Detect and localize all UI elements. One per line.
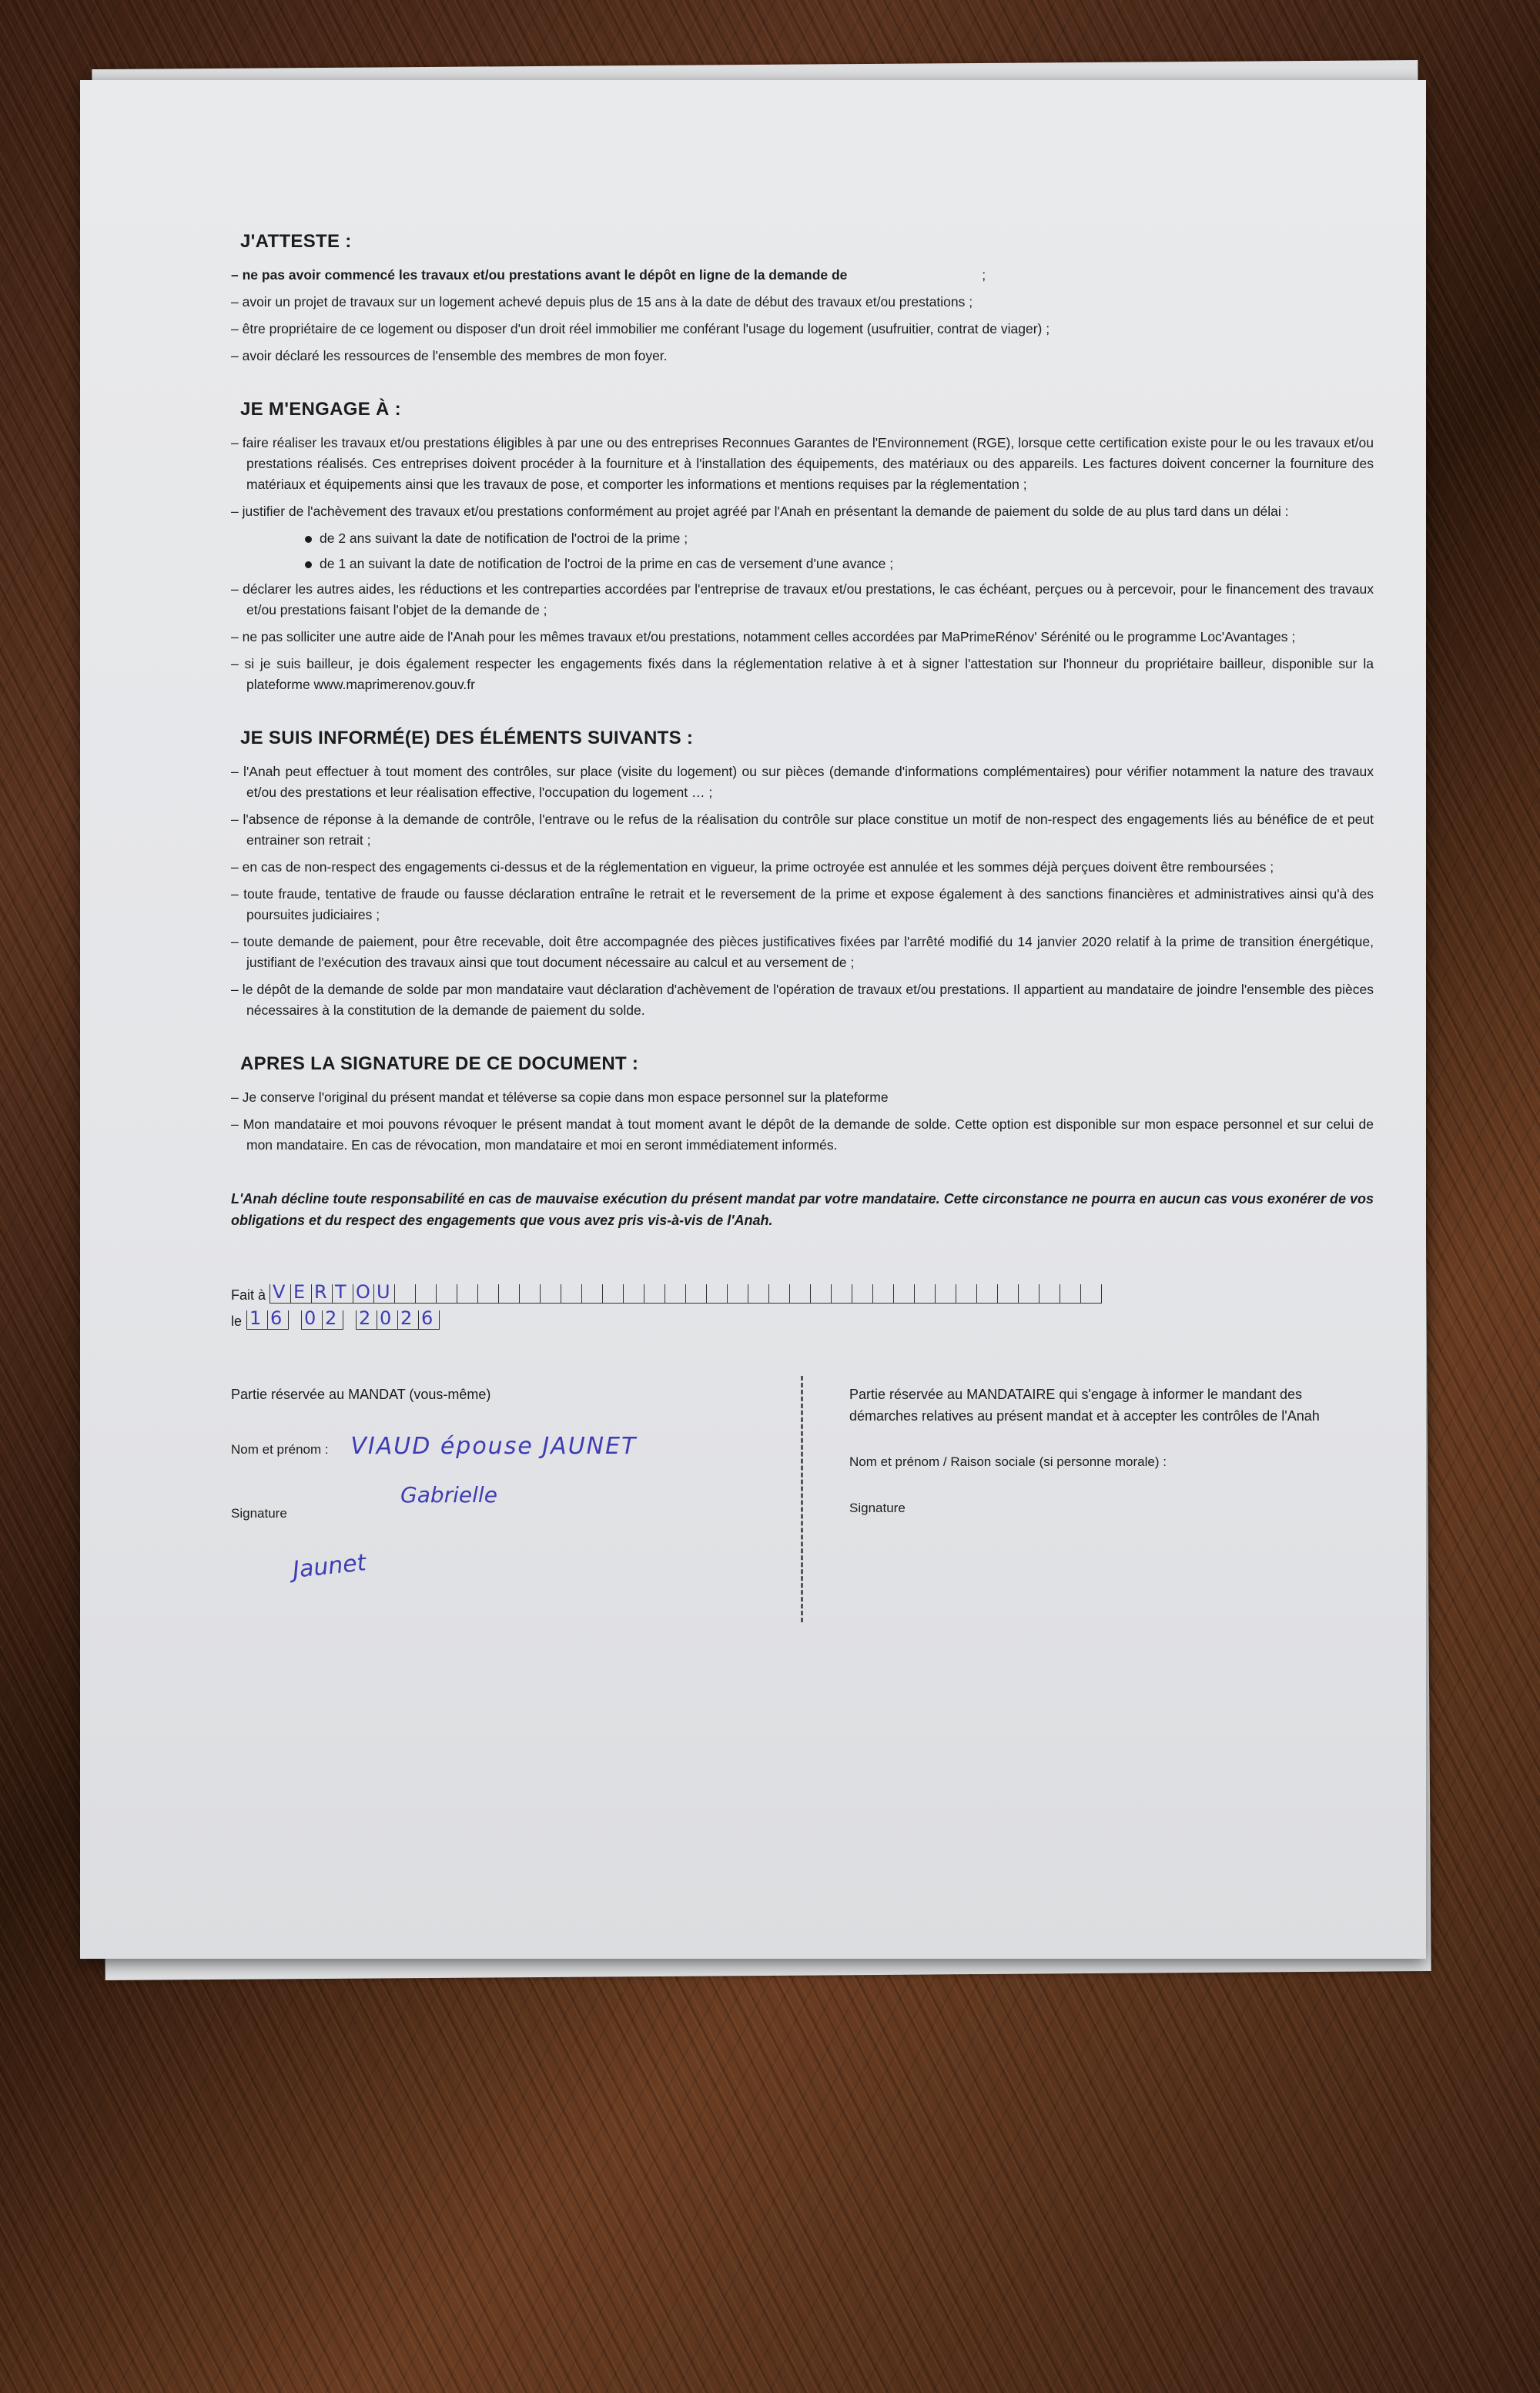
mandataire-panel [803, 1384, 1342, 1622]
char-box[interactable] [1039, 1284, 1060, 1303]
char-box[interactable] [301, 1307, 322, 1329]
apres-item-2: – Mon mandataire et moi pouvons révoquer le présent mandat à tout moment avant le dépôt de la demande de solde. Cette option est disponible sur mon espace personnel et sur celui de mon mandataire. En cas de révocation, mon mandataire et moi en seront immédiatement informés. [231, 1116, 1374, 1153]
section-title-apres: APRES LA SIGNATURE DE CE DOCUMENT : [240, 1053, 639, 1074]
char-box[interactable] [1080, 1284, 1102, 1303]
handwritten-char: 2 [400, 1307, 413, 1329]
char-box[interactable] [561, 1284, 581, 1303]
date-month-boxes[interactable] [301, 1307, 343, 1330]
handwritten-char: O [356, 1281, 370, 1303]
char-box[interactable] [1060, 1284, 1080, 1303]
bullet-icon [305, 536, 312, 543]
handwritten-char: 2 [325, 1307, 337, 1329]
handwritten-char: R [314, 1281, 327, 1303]
char-box[interactable] [623, 1284, 644, 1303]
handwritten-char: U [377, 1281, 390, 1303]
place-input-boxes[interactable] [270, 1281, 1102, 1304]
handwritten-char: 6 [421, 1307, 434, 1329]
char-box[interactable] [519, 1284, 540, 1303]
section-apres [231, 1053, 1374, 1156]
char-box[interactable] [394, 1284, 415, 1303]
char-box[interactable] [581, 1284, 602, 1303]
signature-panels [231, 1384, 1374, 1622]
char-box[interactable] [246, 1307, 267, 1329]
char-box[interactable] [685, 1284, 706, 1303]
section-informe [231, 728, 1374, 1021]
section-atteste [231, 231, 1374, 366]
handwritten-char: 0 [380, 1307, 392, 1329]
char-box[interactable] [477, 1284, 498, 1303]
informe-item-4: – toute fraude, tentative de fraude ou fausse déclaration entraîne le retrait et le reversement de la prime et expose également à des sanctions financières et administratives ainsi qu'à des poursuites judiciaires ; [231, 886, 1374, 922]
char-box[interactable] [872, 1284, 893, 1303]
engage-sub-2: de 1 an suivant la date de notification de l'octroi de la prime en cas de versement d'une avance ; [305, 554, 1374, 574]
atteste-item-1: – ne pas avoir commencé les travaux et/ou prestations avant le dépôt en ligne de la demande de ; [231, 267, 986, 283]
char-box[interactable] [418, 1307, 440, 1329]
handwritten-char: 6 [270, 1307, 283, 1329]
handwritten-char: 0 [304, 1307, 316, 1329]
char-box[interactable] [290, 1281, 311, 1303]
atteste-item-3: – être propriétaire de ce logement ou disposer d'un droit réel immobilier me conférant l'usage du logement (usufruitier, contrat de viager) ; [231, 321, 1050, 336]
char-box[interactable] [311, 1281, 332, 1303]
char-box[interactable] [956, 1284, 976, 1303]
char-box[interactable] [436, 1284, 457, 1303]
char-box[interactable] [935, 1284, 956, 1303]
char-box[interactable] [852, 1284, 872, 1303]
engage-item-5: – si je suis bailleur, je dois également respecter les engagements fixés dans la réglementation relative à et à signer l'attestation sur l'honneur du propriétaire bailleur, disponible sur la plateforme www.maprimerenov.gouv.fr [231, 656, 1374, 692]
char-box[interactable] [267, 1307, 289, 1329]
date-row [231, 1304, 1374, 1330]
char-box[interactable] [353, 1281, 373, 1303]
apres-item-1: – Je conserve l'original du présent mandat et téléverse sa copie dans mon espace personnel sur la plateforme [231, 1089, 889, 1105]
handwritten-char: V [273, 1281, 286, 1303]
section-title-informe: JE SUIS INFORMÉ(E) DES ÉLÉMENTS SUIVANTS : [240, 728, 694, 748]
engage-item-3: – déclarer les autres aides, les réductions et les contreparties accordées par l'entreprise de travaux et/ou prestations, le cas échéant, perçues ou à percevoir, pour le financement des travaux et/ou prestations faisant l'objet de la demande de ; [231, 581, 1374, 617]
char-box[interactable] [322, 1307, 343, 1329]
char-box[interactable] [831, 1284, 852, 1303]
engage-sub-1: de 2 ans suivant la date de notification de l'octroi de la prime ; [305, 528, 1374, 549]
char-box[interactable] [789, 1284, 810, 1303]
char-box[interactable] [893, 1284, 914, 1303]
informe-item-5: – toute demande de paiement, pour être recevable, doit être accompagnée des pièces justificatives fixées par l'arrêté modifié du 14 janvier 2020 relatif à la prime de transition énergétique, justifiant de l'exécution des travaux ainsi que tout document nécessaire au calcul et au versement de ; [231, 934, 1374, 970]
informe-item-1: – l'Anah peut effectuer à tout moment des contrôles, sur place (visite du logement) ou sur pièces (demande d'informations complémentaires) pour vérifier notamment la nature des travaux et/ou des prestations et leur réalisation effective, l'occupation du logement … ; [231, 764, 1374, 800]
char-box[interactable] [498, 1284, 519, 1303]
handwritten-char: 2 [359, 1307, 371, 1329]
mandat-panel-title: Partie réservée au MANDAT (vous-même) [231, 1387, 491, 1402]
char-box[interactable] [706, 1284, 727, 1303]
mandat-signature-label: Signature [231, 1506, 287, 1521]
char-box[interactable] [1018, 1284, 1039, 1303]
char-box[interactable] [976, 1284, 997, 1303]
fait-a-row [231, 1277, 1374, 1304]
mandat-nom-handwritten[interactable]: VIAUD épouse JAUNET [350, 1433, 638, 1460]
char-box[interactable] [332, 1281, 353, 1303]
handwritten-char: E [293, 1281, 306, 1303]
char-box[interactable] [457, 1284, 477, 1303]
char-box[interactable] [810, 1284, 831, 1303]
informe-item-6: – le dépôt de la demande de solde par mon mandataire vaut déclaration d'achèvement de l'opération de travaux et/ou prestations. Il appartient au mandataire de joindre l'ensemble des pièces nécessaires à la constitution de la demande de paiement du solde. [231, 982, 1374, 1018]
bullet-icon [305, 561, 312, 568]
document-page [80, 80, 1426, 1959]
char-box[interactable] [377, 1307, 397, 1329]
char-box[interactable] [768, 1284, 789, 1303]
char-box[interactable] [356, 1307, 377, 1329]
engage-item-2: – justifier de l'achèvement des travaux et/ou prestations conformément au projet agréé par l'Anah en présentant la demande de paiement du solde de au plus tard dans un délai : [231, 504, 1289, 519]
char-box[interactable] [270, 1281, 290, 1303]
engage-item-1: – faire réaliser les travaux et/ou prestations éligibles à par une ou des entreprises Reconnues Garantes de l'Environnement (RGE), lorsque cette certification existe pour le ou les travaux et/ou prestations réalisés. Ces entreprises doivent procéder à la fourniture et à l'installation des équipements, des matériaux ou des appareils. Les factures doivent concerner la fourniture des matériaux et équipements ainsi que les travaux de pose, et comporter les informations et mentions requises par la réglementation ; [231, 435, 1374, 492]
informe-item-3: – en cas de non-respect des engagements ci-dessus et de la réglementation en vigueur, la prime octroyée est annulée et les sommes déjà perçues doivent être remboursées ; [231, 859, 1274, 875]
atteste-item-2: – avoir un projet de travaux sur un logement achevé depuis plus de 15 ans à la date de début des travaux et/ou prestations ; [231, 294, 973, 310]
char-box[interactable] [373, 1281, 394, 1303]
handwritten-char: T [335, 1281, 346, 1303]
mandataire-signature-label: Signature [849, 1501, 906, 1515]
mandataire-nom-label: Nom et prénom / Raison sociale (si personne morale) : [849, 1454, 1167, 1469]
char-box[interactable] [397, 1307, 418, 1329]
informe-item-2: – l'absence de réponse à la demande de contrôle, l'entrave ou le refus de la réalisation du contrôle sur place constitue un motif de non-respect des engagements liés au bénéfice de et peut entrainer son retrait ; [231, 812, 1374, 848]
mandat-nom-row [231, 1433, 770, 1460]
char-box[interactable] [665, 1284, 685, 1303]
mandataire-panel-title: Partie réservée au MANDATAIRE qui s'engage à informer le mandant des démarches relatives au présent mandat et à accepter les contrôles de l'Anah [849, 1387, 1320, 1424]
date-day-boxes[interactable] [246, 1307, 289, 1330]
date-label: le [231, 1314, 243, 1329]
mandat-prenom-handwritten[interactable]: Gabrielle [400, 1482, 497, 1508]
char-box[interactable] [748, 1284, 768, 1303]
section-title-engage: JE M'ENGAGE À : [240, 399, 401, 420]
handwritten-char: 1 [249, 1307, 262, 1329]
document-content [231, 231, 1374, 1622]
char-box[interactable] [914, 1284, 935, 1303]
section-title-atteste: J'ATTESTE : [240, 231, 352, 252]
engage-item-4: – ne pas solliciter une autre aide de l'Anah pour les mêmes travaux et/ou prestations, notamment celles accordées par MaPrimeRénov' Sérénité ou le programme Loc'Avantages ; [231, 629, 1296, 644]
char-box[interactable] [415, 1284, 436, 1303]
section-engage [231, 399, 1374, 695]
atteste-item-4: – avoir déclaré les ressources de l'ensemble des membres de mon foyer. [231, 348, 668, 363]
char-box[interactable] [540, 1284, 561, 1303]
fait-a-label: Fait à [231, 1287, 266, 1303]
char-box[interactable] [644, 1284, 665, 1303]
disclaimer-text: L'Anah décline toute responsabilité en cas de mauvaise exécution du présent mandat par votre mandataire. Cette circonstance ne pourra en aucun cas vous exonérer de vos obligations et du respect des engagements que vous avez pris vis-à-vis de l'Anah. [231, 1191, 1374, 1228]
mandat-signature-handwritten[interactable]: Jaunet [291, 1549, 368, 1584]
mandat-nom-label: Nom et prénom : [231, 1442, 329, 1457]
date-year-boxes[interactable] [356, 1307, 440, 1330]
char-box[interactable] [997, 1284, 1018, 1303]
char-box[interactable] [602, 1284, 623, 1303]
char-box[interactable] [727, 1284, 748, 1303]
mandat-panel [231, 1384, 801, 1622]
